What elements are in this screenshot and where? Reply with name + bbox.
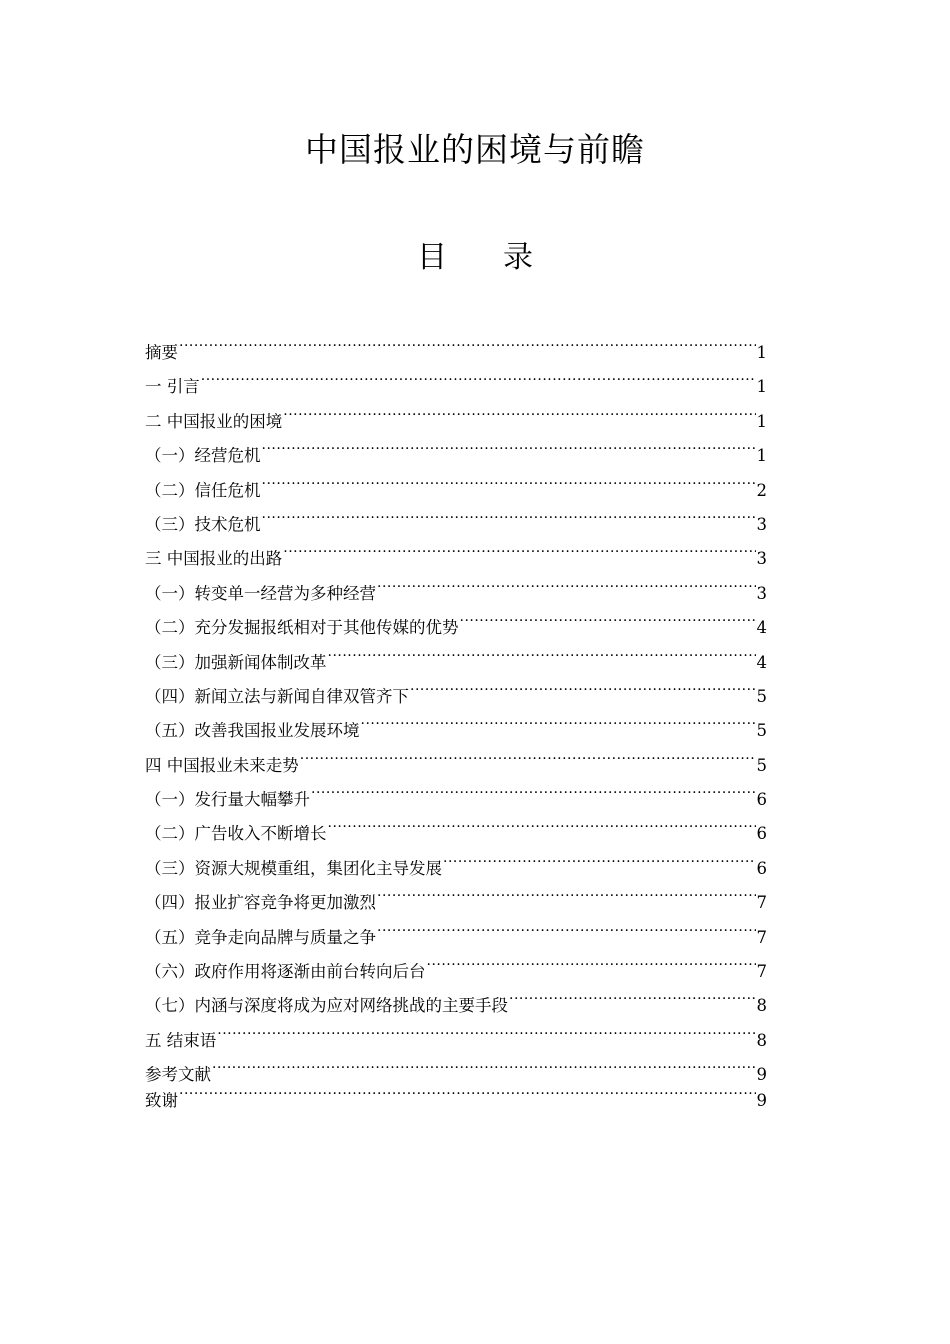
dot-leader xyxy=(377,884,756,908)
dot-leader xyxy=(509,987,756,1011)
toc-page-number: 4 xyxy=(756,618,767,638)
toc-entry-label: （四）新闻立法与新闻自律双管齐下 xyxy=(145,686,409,706)
dot-leader xyxy=(328,644,756,668)
dot-leader xyxy=(300,747,756,771)
toc-entry-label: 五 结束语 xyxy=(145,1030,217,1050)
toc-page-number: 7 xyxy=(756,962,767,982)
toc-page-number: 3 xyxy=(756,583,767,603)
toc-entry-label: （三）技术危机 xyxy=(145,514,261,534)
toc-page-number: 8 xyxy=(756,1030,767,1050)
toc-entry-4-2[interactable] xyxy=(145,815,767,849)
toc-entry-label: 三 中国报业的出路 xyxy=(145,549,283,569)
toc-page-number: 6 xyxy=(756,858,767,878)
toc-entry-3-2[interactable] xyxy=(145,609,767,643)
dot-leader xyxy=(217,1022,755,1046)
dot-leader xyxy=(311,781,756,805)
toc-entry-2-1[interactable] xyxy=(145,437,767,471)
toc-page-number: 6 xyxy=(756,790,767,810)
toc-page-number: 9 xyxy=(756,1091,767,1111)
toc-entry-label: （三）资源大规模重组，集团化主导发展 xyxy=(145,858,442,878)
toc-entry-label: （五）改善我国报业发展环境 xyxy=(145,721,360,741)
toc-page-number: 1 xyxy=(756,343,767,362)
toc-entry-label: （二）广告收入不断增长 xyxy=(145,824,327,844)
toc-entry-2-2[interactable] xyxy=(145,472,767,506)
toc-entry-label: （一）经营危机 xyxy=(145,446,261,466)
toc-entry-label: （六）政府作用将逐渐由前台转向后台 xyxy=(145,962,426,982)
toc-entry-label: 摘要 xyxy=(145,343,178,362)
dot-leader xyxy=(361,712,756,736)
toc-entry-3-3[interactable] xyxy=(145,644,767,678)
toc-page-number: 7 xyxy=(756,927,767,947)
toc-entry-section-4[interactable] xyxy=(145,747,767,781)
toc-page-number: 3 xyxy=(756,549,767,569)
document-title: 中国报业的困境与前瞻 xyxy=(305,130,645,169)
toc-entry-label: 一 引言 xyxy=(145,377,200,397)
dot-leader xyxy=(283,403,755,427)
toc-page-number: 2 xyxy=(756,480,767,500)
toc-entry-label: （二）信任危机 xyxy=(145,480,261,500)
toc-entry-4-6[interactable] xyxy=(145,953,767,987)
dot-leader xyxy=(377,575,756,599)
toc-entry-label: （二）充分发掘报纸相对于其他传媒的优势 xyxy=(145,618,459,638)
toc-entry-label: （五）竞争走向品牌与质量之争 xyxy=(145,927,376,947)
toc-page-number: 8 xyxy=(756,996,767,1016)
toc-entry-label: （三）加强新闻体制改革 xyxy=(145,652,327,672)
dot-leader xyxy=(212,1056,756,1080)
toc-page-number: 6 xyxy=(756,824,767,844)
dot-leader xyxy=(427,953,756,977)
dot-leader xyxy=(283,540,755,564)
dot-leader xyxy=(377,919,756,943)
dot-leader xyxy=(262,472,756,496)
toc-heading-char-2: 录 xyxy=(503,240,533,275)
toc-page-number: 1 xyxy=(756,377,767,397)
toc-page-number: 5 xyxy=(756,721,767,741)
toc-entry-3-1[interactable] xyxy=(145,575,767,609)
toc-page-number: 1 xyxy=(756,446,767,466)
toc-page-number: 7 xyxy=(756,893,767,913)
toc-entry-label: （四）报业扩容竞争将更加激烈 xyxy=(145,893,376,913)
toc-entry-3-4[interactable] xyxy=(145,678,767,712)
dot-leader xyxy=(262,437,756,461)
toc-entry-acknowledgements[interactable] xyxy=(145,1082,767,1111)
toc-page-number: 5 xyxy=(756,755,767,775)
toc-entry-label: （一）发行量大幅攀升 xyxy=(145,790,310,810)
toc-entry-4-1[interactable] xyxy=(145,781,767,815)
toc-entry-4-3[interactable] xyxy=(145,850,767,884)
dot-leader xyxy=(262,506,756,530)
toc-heading xyxy=(0,238,950,278)
toc-entry-label: （七）内涵与深度将成为应对网络挑战的主要手段 xyxy=(145,996,508,1016)
toc-entry-4-7[interactable] xyxy=(145,987,767,1021)
toc-entry-section-3[interactable] xyxy=(145,540,767,574)
toc-entry-label: 致谢 xyxy=(145,1091,178,1111)
toc-entry-section-2[interactable] xyxy=(145,403,767,437)
toc-entry-section-5[interactable] xyxy=(145,1022,767,1056)
toc-entry-3-5[interactable] xyxy=(145,712,767,746)
dot-leader xyxy=(410,678,756,702)
toc-page-number: 3 xyxy=(756,514,767,534)
dot-leader xyxy=(179,334,756,358)
dot-leader xyxy=(443,850,756,874)
toc-page-number: 5 xyxy=(756,686,767,706)
toc-page-number: 9 xyxy=(756,1065,767,1085)
toc-entry-label: 二 中国报业的困境 xyxy=(145,411,283,431)
dot-leader xyxy=(328,815,756,839)
toc-page-number: 1 xyxy=(756,411,767,431)
table-of-contents xyxy=(145,334,767,1111)
toc-entry-abstract[interactable] xyxy=(145,334,767,368)
toc-entry-introduction[interactable] xyxy=(145,368,767,402)
toc-entry-4-5[interactable] xyxy=(145,919,767,953)
toc-page-number: 4 xyxy=(756,652,767,672)
toc-entry-label: （一）转变单一经营为多种经营 xyxy=(145,583,376,603)
toc-entry-label: 参考文献 xyxy=(145,1065,211,1085)
dot-leader xyxy=(460,609,756,633)
dot-leader xyxy=(201,368,756,392)
dot-leader xyxy=(179,1082,756,1106)
toc-entry-4-4[interactable] xyxy=(145,884,767,918)
toc-entry-label: 四 中国报业未来走势 xyxy=(145,755,299,775)
toc-entry-2-3[interactable] xyxy=(145,506,767,540)
toc-entry-references[interactable] xyxy=(145,1056,767,1085)
toc-heading-char-1: 目 xyxy=(417,240,447,275)
